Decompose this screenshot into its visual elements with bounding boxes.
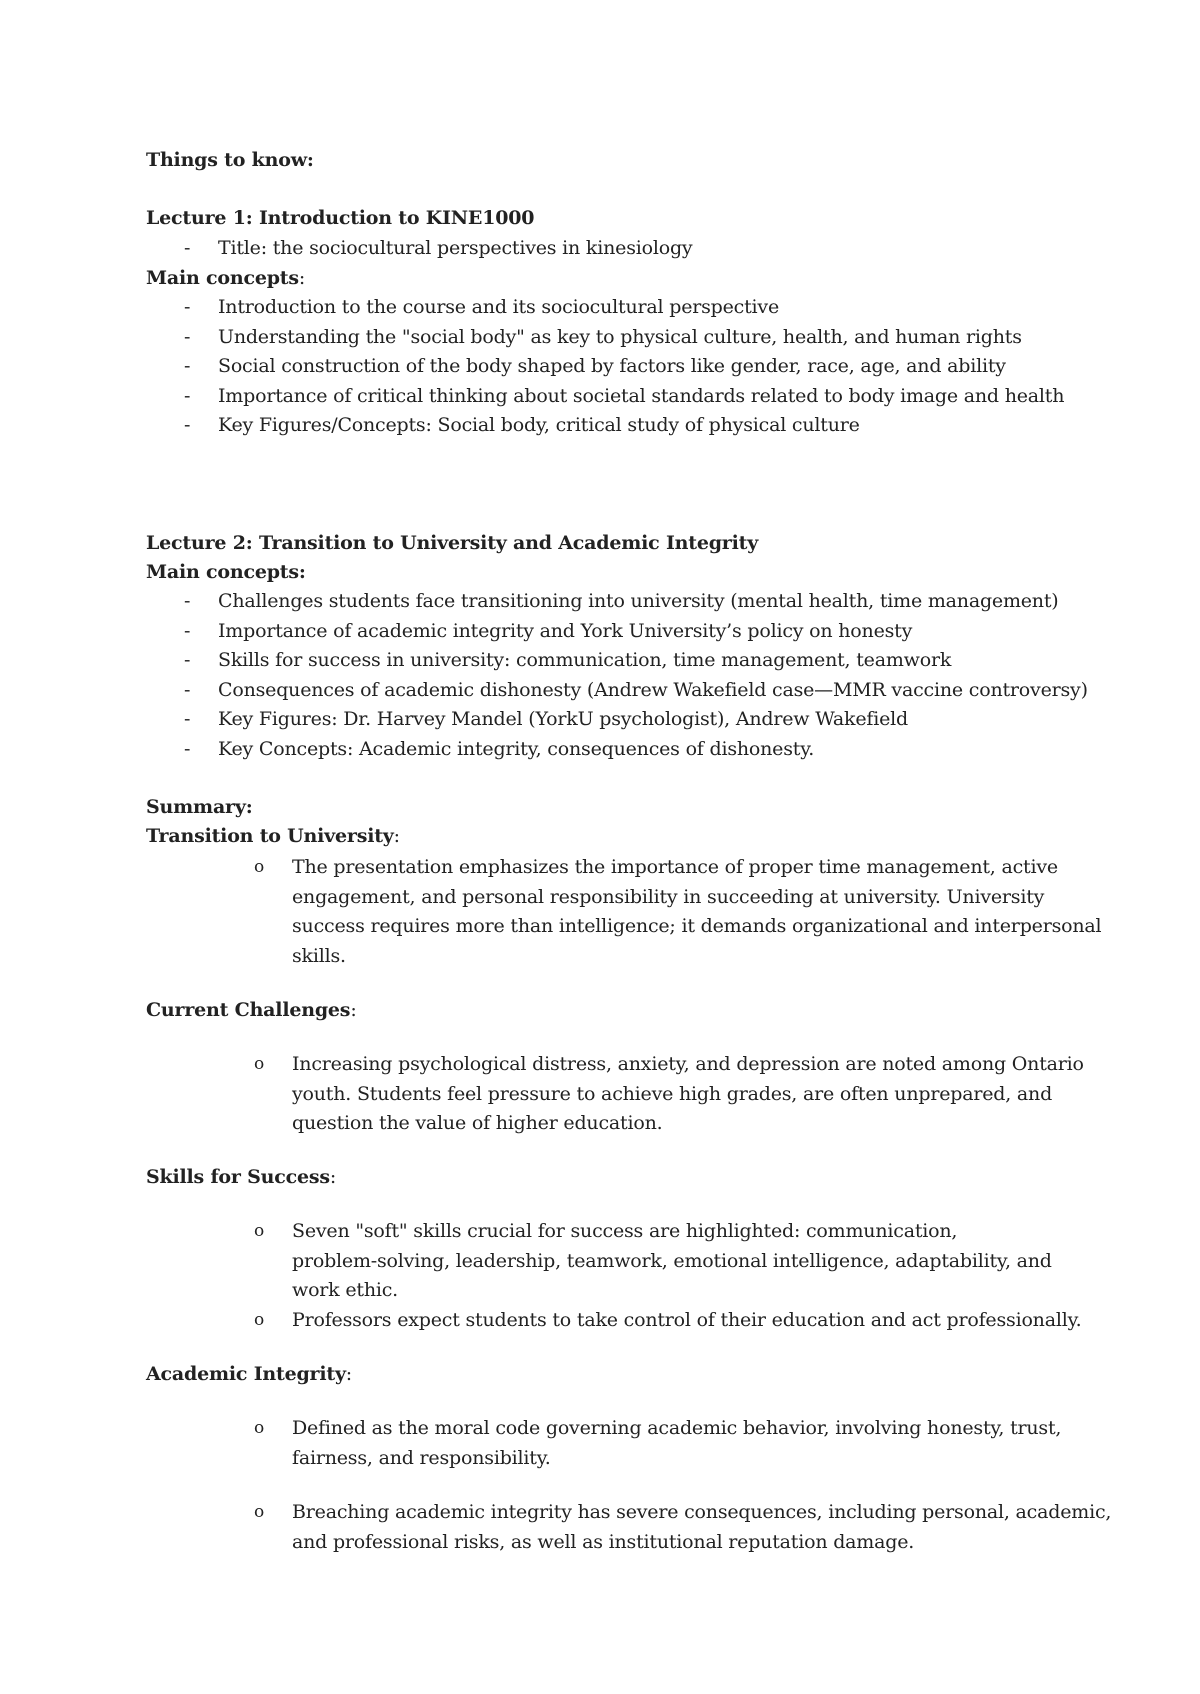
lecture2-concepts-label: Main concepts: xyxy=(146,561,306,583)
lecture2-concept-item: Consequences of academic dishonesty (Andrew Wakefield case—MMR vaccine controversy) xyxy=(218,679,1088,701)
challenges-text-line: Increasing psychological distress, anxiety, and depression are noted among Ontario xyxy=(292,1053,1084,1075)
integrity-heading xyxy=(146,1362,352,1386)
skills-item1-line: problem-solving, leadership, teamwork, emotional intelligence, adaptability, and xyxy=(292,1250,1052,1272)
challenges-label: Current Challenges xyxy=(146,999,351,1021)
lecture1-concept-item: Key Figures/Concepts: Social body, critical study of physical culture xyxy=(218,414,860,436)
transition-text-line: skills. xyxy=(292,945,346,967)
colon: : xyxy=(298,267,306,289)
integrity-item2-line: and professional risks, as well as institutional reputation damage. xyxy=(292,1531,915,1553)
circle-bullet: o xyxy=(254,1310,265,1330)
colon: : xyxy=(329,1166,337,1188)
challenges-text-line: youth. Students feel pressure to achieve high grades, are often unprepared, and xyxy=(292,1083,1053,1105)
dash-bullet: - xyxy=(184,708,191,730)
dash-bullet: - xyxy=(184,679,191,701)
lecture1-concept-item: Introduction to the course and its sociocultural perspective xyxy=(218,296,780,318)
transition-label: Transition to University xyxy=(146,825,394,847)
dash-bullet: - xyxy=(184,296,191,318)
dash-bullet: - xyxy=(184,414,191,436)
integrity-item2-line: Breaching academic integrity has severe consequences, including personal, academic, xyxy=(292,1501,1112,1523)
page-heading: Things to know: xyxy=(146,149,314,171)
dash-bullet: - xyxy=(184,237,191,259)
lecture1-concept-item: Understanding the "social body" as key to physical culture, health, and human rights xyxy=(218,326,1022,348)
challenges-heading xyxy=(146,998,357,1022)
lecture1-concept-item: Social construction of the body shaped by factors like gender, race, age, and ability xyxy=(218,355,1006,377)
challenges-text-line: question the value of higher education. xyxy=(292,1112,663,1134)
circle-bullet: o xyxy=(254,1054,265,1074)
colon: : xyxy=(345,1363,352,1385)
dash-bullet: - xyxy=(184,326,191,348)
summary-label: Summary: xyxy=(146,796,253,818)
lecture2-concept-item: Importance of academic integrity and York University’s policy on honesty xyxy=(218,620,913,642)
lecture1-concepts-heading xyxy=(146,266,305,290)
integrity-label: Academic Integrity xyxy=(146,1363,346,1385)
skills-label: Skills for Success xyxy=(146,1166,330,1188)
lecture2-concept-item: Key Figures: Dr. Harvey Mandel (YorkU psychologist), Andrew Wakefield xyxy=(218,708,908,730)
integrity-item1-line: fairness, and responsibility. xyxy=(292,1447,551,1469)
transition-text-line: The presentation emphasizes the importance of proper time management, active xyxy=(292,856,1058,878)
transition-text-line: success requires more than intelligence; it demands organizational and interpersonal xyxy=(292,915,1102,937)
skills-item2-line: Professors expect students to take control of their education and act professionally. xyxy=(292,1309,1082,1331)
lecture2-title: Lecture 2: Transition to University and Academic Integrity xyxy=(146,532,759,554)
skills-item1-line: Seven "soft" skills crucial for success are highlighted: communication, xyxy=(292,1220,958,1242)
lecture1-title-bullet: Title: the sociocultural perspectives in kinesiology xyxy=(218,237,693,259)
lecture2-concept-item: Challenges students face transitioning into university (mental health, time management) xyxy=(218,590,1059,612)
transition-heading xyxy=(146,824,400,848)
dash-bullet: - xyxy=(184,738,191,760)
lecture2-concept-item: Skills for success in university: communication, time management, teamwork xyxy=(218,649,952,671)
skills-heading xyxy=(146,1165,336,1189)
dash-bullet: - xyxy=(184,385,191,407)
integrity-item1-line: Defined as the moral code governing academic behavior, involving honesty, trust, xyxy=(292,1417,1062,1439)
dash-bullet: - xyxy=(184,620,191,642)
lecture1-concepts-label: Main concepts xyxy=(146,267,299,289)
lecture1-title: Lecture 1: Introduction to KINE1000 xyxy=(146,207,535,229)
circle-bullet: o xyxy=(254,1502,265,1522)
circle-bullet: o xyxy=(254,1418,265,1438)
skills-item1-line: work ethic. xyxy=(292,1279,399,1301)
dash-bullet: - xyxy=(184,355,191,377)
dash-bullet: - xyxy=(184,590,191,612)
circle-bullet: o xyxy=(254,857,265,877)
circle-bullet: o xyxy=(254,1221,265,1241)
lecture2-concept-item: Key Concepts: Academic integrity, consequences of dishonesty. xyxy=(218,738,815,760)
colon: : xyxy=(393,825,400,847)
colon: : xyxy=(350,999,357,1021)
dash-bullet: - xyxy=(184,649,191,671)
lecture1-concept-item: Importance of critical thinking about societal standards related to body image and health xyxy=(218,385,1065,407)
transition-text-line: engagement, and personal responsibility in succeeding at university. University xyxy=(292,886,1045,908)
